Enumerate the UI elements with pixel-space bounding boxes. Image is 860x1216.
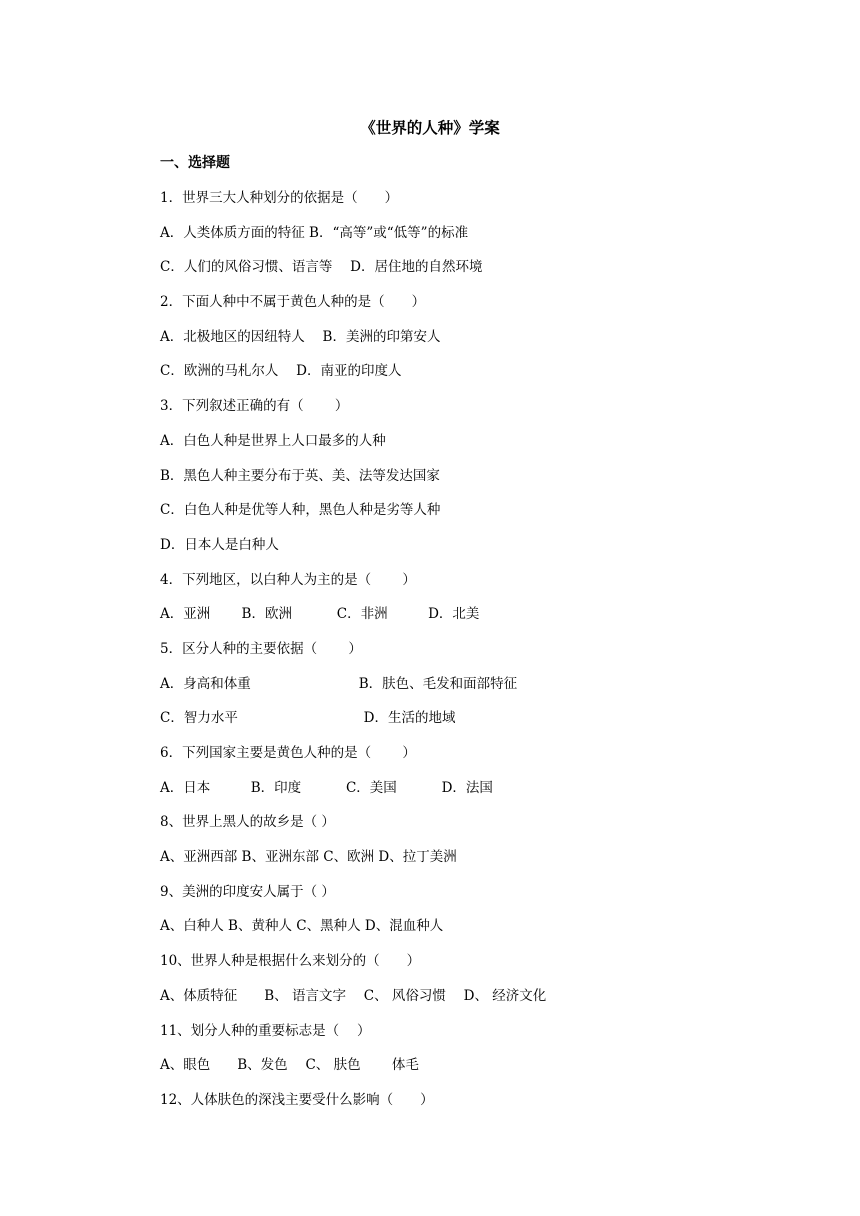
text-line: 5．区分人种的主要依据（ ） — [160, 640, 362, 657]
text-line: A．人类体质方面的特征 B．“高等”或“低等”的标准 — [160, 224, 469, 241]
text-line: C．人们的风俗习惯、语言等 D．居住地的自然环境 — [160, 259, 483, 276]
text-line: 12、人体肤色的深浅主要受什么影响（ ） — [160, 1091, 434, 1108]
text-line: A．亚洲 B．欧洲 C．非洲 D．北美 — [160, 606, 480, 623]
text-line: 11、划分人种的重要标志是（ ） — [160, 1022, 371, 1039]
text-line: 9、美洲的印度安人属于（ ） — [160, 883, 335, 900]
text-line: A．白色人种是世界上人口最多的人种 — [160, 432, 386, 449]
text-line: 2．下面人种中不属于黄色人种的是（ ） — [160, 294, 426, 311]
text-line: A．日本 B．印度 C．美国 D．法国 — [160, 779, 493, 796]
text-line: C．智力水平 D．生活的地域 — [160, 710, 456, 727]
text-line: D．日本人是白种人 — [160, 536, 279, 553]
text-line: A、白种人 B、黄种人 C、黑种人 D、混血种人 — [160, 918, 444, 935]
text-line: C．白色人种是优等人种，黑色人种是劣等人种 — [160, 502, 441, 519]
text-line: 3．下列叙述正确的有（ ） — [160, 398, 349, 415]
question-list — [160, 187, 780, 1124]
text-line: A、眼色 B、发色 C、 肤色 体毛 — [160, 1057, 419, 1074]
text-line: A．北极地区的因纽特人 B．美洲的印第安人 — [160, 328, 441, 345]
text-line: 8、世界上黑人的故乡是（ ） — [160, 814, 335, 831]
text-line: 1．世界三大人种划分的依据是（ ） — [160, 190, 399, 206]
text-line: A．身高和体重 B．肤色、毛发和面部特征 — [160, 675, 518, 692]
text-line: 6．下列国家主要是黄色人种的是（ ） — [160, 745, 416, 761]
document-title: 《世界的人种》学案 — [360, 119, 500, 137]
section-heading: 一、选择题 — [160, 155, 230, 171]
text-line: C．欧洲的马札尔人 D．南亚的印度人 — [160, 363, 402, 380]
text-line: 4．下列地区，以白种人为主的是（ ） — [160, 571, 416, 588]
text-line: A、亚洲西部 B、亚洲东部 C、欧洲 D、拉丁美洲 — [160, 849, 457, 866]
text-line: A、体质特征 B、 语言文字 C、 风俗习惯 D、 经济文化 — [160, 987, 547, 1004]
text-line: 10、世界人种是根据什么来划分的（ ） — [160, 953, 421, 970]
text-line: B．黑色人种主要分布于英、美、法等发达国家 — [160, 467, 440, 484]
